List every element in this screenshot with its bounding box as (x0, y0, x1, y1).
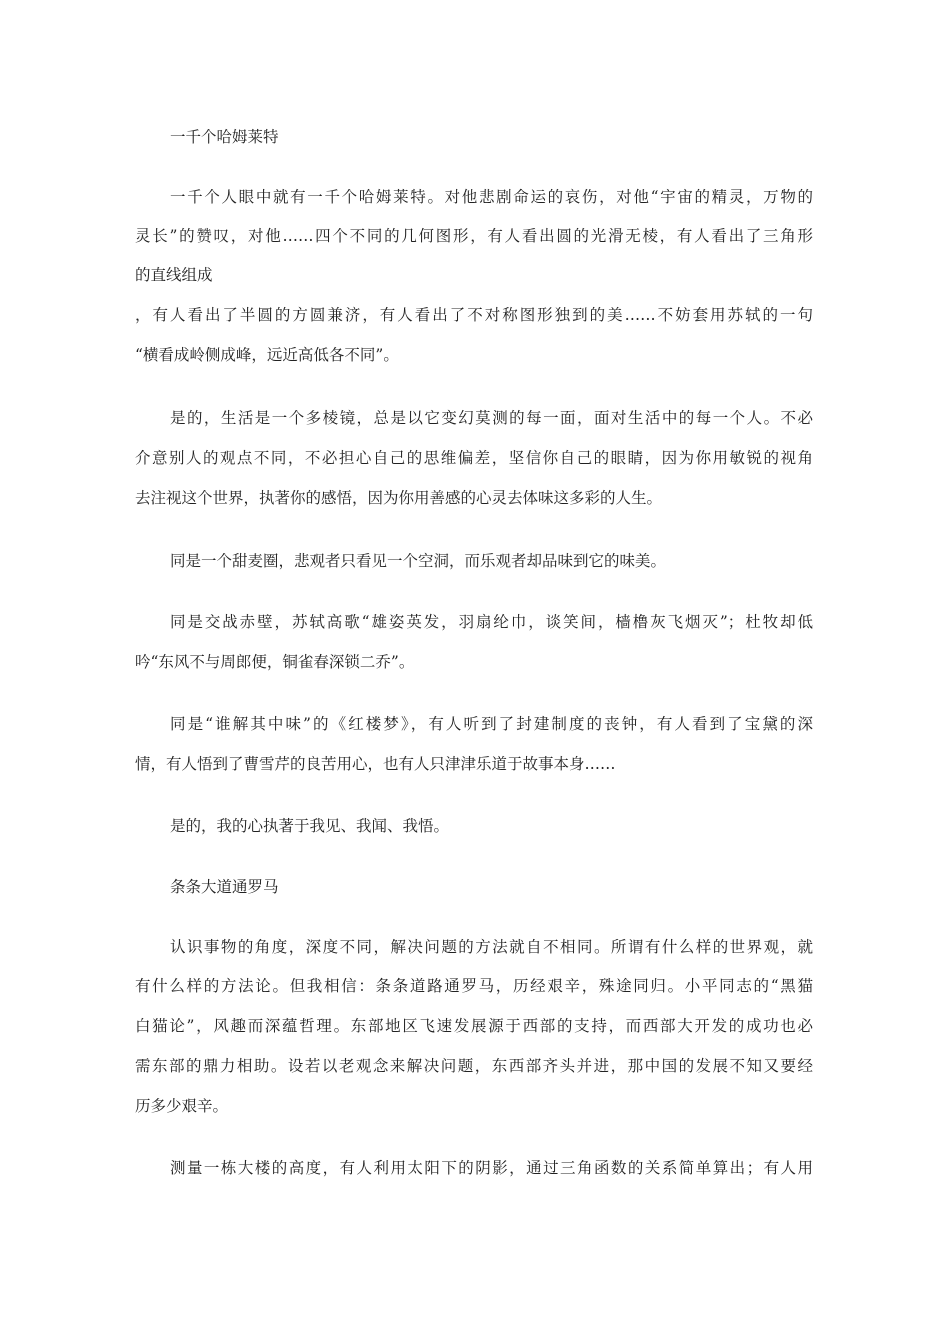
paragraph-line: 情，有人悟到了曹雪芹的良苦用心，也有人只津津乐道于故事本身…… (135, 755, 616, 773)
paragraph-line: 介意别人的观点不同，不必担心自己的思维偏差，坚信你自己的眼睛，因为你用敏锐的视角 (135, 449, 813, 467)
paragraph-line: 同是“谁解其中味”的《红楼梦》，有人听到了封建制度的丧钟，有人看到了宝黛的深 (170, 715, 813, 733)
paragraph-line: ，有人看出了半圆的方圆兼济，有人看出了不对称图形独到的美……不妨套用苏轼的一句 (135, 306, 813, 324)
paragraph-line: 有什么样的方法论。但我相信：条条道路通罗马，历经艰辛，殊途同归。小平同志的“黑猫 (135, 977, 813, 995)
paragraph-line: 需东部的鼎力相助。设若以老观念来解决问题，东西部齐头并进，那中国的发展不知又要经 (135, 1057, 813, 1075)
paragraph-line: 认识事物的角度，深度不同，解决问题的方法就自不相同。所谓有什么样的世界观，就 (170, 938, 813, 956)
paragraph-line: 同是一个甜麦圈，悲观者只看见一个空洞，而乐观者却品味到它的味美。 (170, 552, 667, 570)
paragraph-line: 吟“东风不与周郎便，铜雀春深锁二乔”。 (135, 653, 415, 671)
paragraph-line: 灵长”的赞叹，对他……四个不同的几何图形，有人看出圆的光滑无棱，有人看出了三角形 (135, 227, 813, 245)
paragraph-line: 一千个人眼中就有一千个哈姆莱特。对他悲剧命运的哀伤，对他“宇宙的精灵，万物的 (170, 188, 813, 206)
paragraph-line: 去注视这个世界，执著你的感悟，因为你用善感的心灵去体味这多彩的人生。 (135, 489, 663, 507)
section-heading-hamlet: 一千个哈姆莱特 (170, 128, 279, 146)
paragraph-line: 的直线组成 (135, 266, 213, 284)
paragraph-line: 白猫论”，风趣而深蕴哲理。东部地区飞速发展源于西部的支持，而西部大开发的成功也必 (135, 1017, 813, 1035)
section-heading-rome: 条条大道通罗马 (170, 878, 279, 896)
paragraph-line: “横看成岭侧成峰，远近高低各不同”。 (135, 346, 399, 364)
paragraph-line: 历多少艰辛。 (135, 1097, 229, 1115)
paragraph-line: 是的，生活是一个多棱镜，总是以它变幻莫测的每一面，面对生活中的每一个人。不必 (170, 409, 813, 427)
paragraph-line: 测量一栋大楼的高度，有人利用太阳下的阴影，通过三角函数的关系简单算出；有人用 (170, 1159, 813, 1177)
paragraph-line: 是的，我的心执著于我见、我闻、我悟。 (170, 817, 450, 835)
paragraph-line: 同是交战赤壁，苏轼高歌“雄姿英发，羽扇纶巾，谈笑间，樯橹灰飞烟灭”；杜牧却低 (170, 613, 813, 631)
